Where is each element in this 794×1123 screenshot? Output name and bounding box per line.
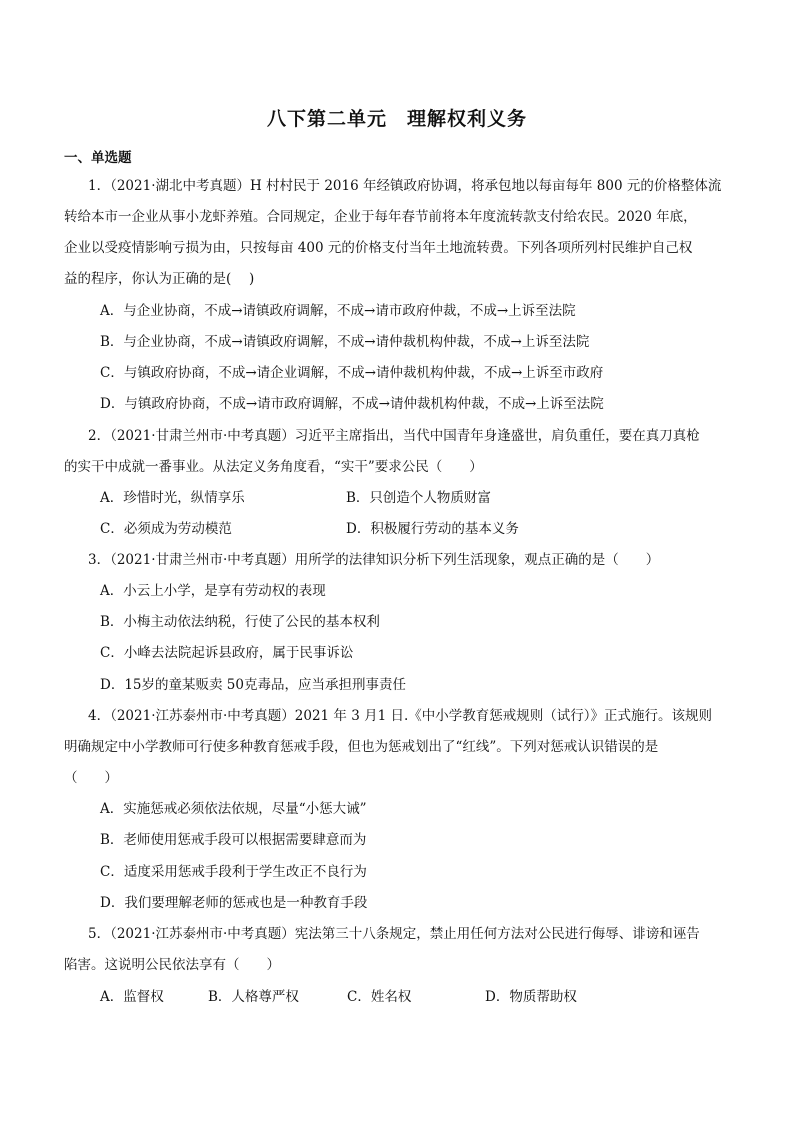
question-3-option-c: C．小峰去法院起诉县政府，属于民事诉讼 — [100, 645, 354, 661]
question-2-option-c: C．必须成为劳动模范 — [100, 521, 232, 537]
question-1-line-1: 1．（2021·湖北中考真题）H 村村民于 2016 年经镇政府协调，将承包地以每亩每年 800 元的价格整体流 — [88, 178, 722, 194]
question-1-option-c: C．与镇政府协商，不成→请企业调解，不成→请仲裁机构仲裁，不成→上诉至市政府 — [100, 365, 604, 381]
question-4-line-1: 4．（2021·江苏泰州市·中考真题）2021 年 3 月1 日.《中小学教育惩戒规则（试行）》正式施行。该规则 — [88, 708, 713, 724]
question-2-line-1: 2．（2021·甘肃兰州市·中考真题）习近平主席指出，当代中国青年身逢盛世，肩负重任，要在真刀真枪 — [88, 428, 700, 444]
section-heading: 一、单选题 — [64, 150, 132, 166]
question-4-option-c: C．适度采用惩戒手段利于学生改正不良行为 — [100, 864, 367, 880]
page-title: 八下第二单元 理解权利义务 — [266, 108, 527, 130]
question-5-option-c: C．姓名权 — [347, 989, 412, 1005]
question-2-option-d: D．积极履行劳动的基本义务 — [346, 521, 519, 537]
question-3-option-b: B．小梅主动依法纳税，行使了公民的基本权利 — [100, 614, 380, 630]
question-2-line-2: 的实干中成就一番事业。从法定义务角度看，“实干”要求公民（ ） — [64, 459, 483, 475]
question-2-option-a: A．珍惜时光，纵情享乐 — [100, 490, 245, 506]
question-5-line-1: 5．（2021·江苏泰州市·中考真题）宪法第三十八条规定，禁止用任何方法对公民进行侮辱、诽谤和诬告 — [88, 926, 700, 942]
question-3-option-d: D．15岁的童某贩卖 50克毒品，应当承担刑事责任 — [100, 677, 406, 693]
question-5-option-d: D．物质帮助权 — [485, 989, 577, 1005]
question-5-line-2: 陷害。这说明公民依法享有（ ） — [64, 957, 280, 973]
question-1-line-4: 益的程序，你认为正确的是( ) — [64, 271, 255, 287]
question-1-option-d: D．与镇政府协商，不成→请市政府调解，不成→请仲裁机构仲裁，不成→上诉至法院 — [100, 396, 604, 412]
question-1-option-a: A．与企业协商，不成→请镇政府调解，不成→请市政府仲裁，不成→上诉至法院 — [100, 303, 576, 319]
question-3-option-a: A．小云上小学，是享有劳动权的表现 — [100, 583, 326, 599]
question-4-option-b: B．老师使用惩戒手段可以根据需要肆意而为 — [100, 832, 367, 848]
question-4-option-a: A．实施惩戒必须依法依规，尽量“小惩大诫” — [100, 801, 367, 817]
question-1-option-b: B．与企业协商，不成→请镇政府调解，不成→请仲裁机构仲裁，不成→上诉至法院 — [100, 334, 590, 350]
question-3-line-1: 3．（2021·甘肃兰州市·中考真题）用所学的法律知识分析下列生活现象，观点正确的是（ ） — [88, 552, 660, 568]
question-2-option-b: B．只创造个人物质财富 — [346, 490, 491, 506]
question-1-line-2: 转给本市一企业从事小龙虾养殖。合同规定，企业于每年春节前将本年度流转款支付给农民。2020 年底， — [64, 209, 697, 225]
question-4-option-d: D．我们要理解老师的惩戒也是一种教育手段 — [100, 895, 368, 911]
question-4-line-3: （ ） — [64, 770, 118, 786]
question-1-line-3: 企业以受疫情影响亏损为由，只按每亩 400 元的价格支付当年土地流转费。下列各项所列村民维护自己权 — [64, 240, 693, 256]
question-5-option-b: B．人格尊严权 — [208, 989, 299, 1005]
question-5-option-a: A．监督权 — [100, 989, 164, 1005]
question-4-line-2: 明确规定中小学教师可行使多种教育惩戒手段，但也为惩戒划出了“红线”。下列对惩戒认识错误的是 — [64, 739, 659, 755]
